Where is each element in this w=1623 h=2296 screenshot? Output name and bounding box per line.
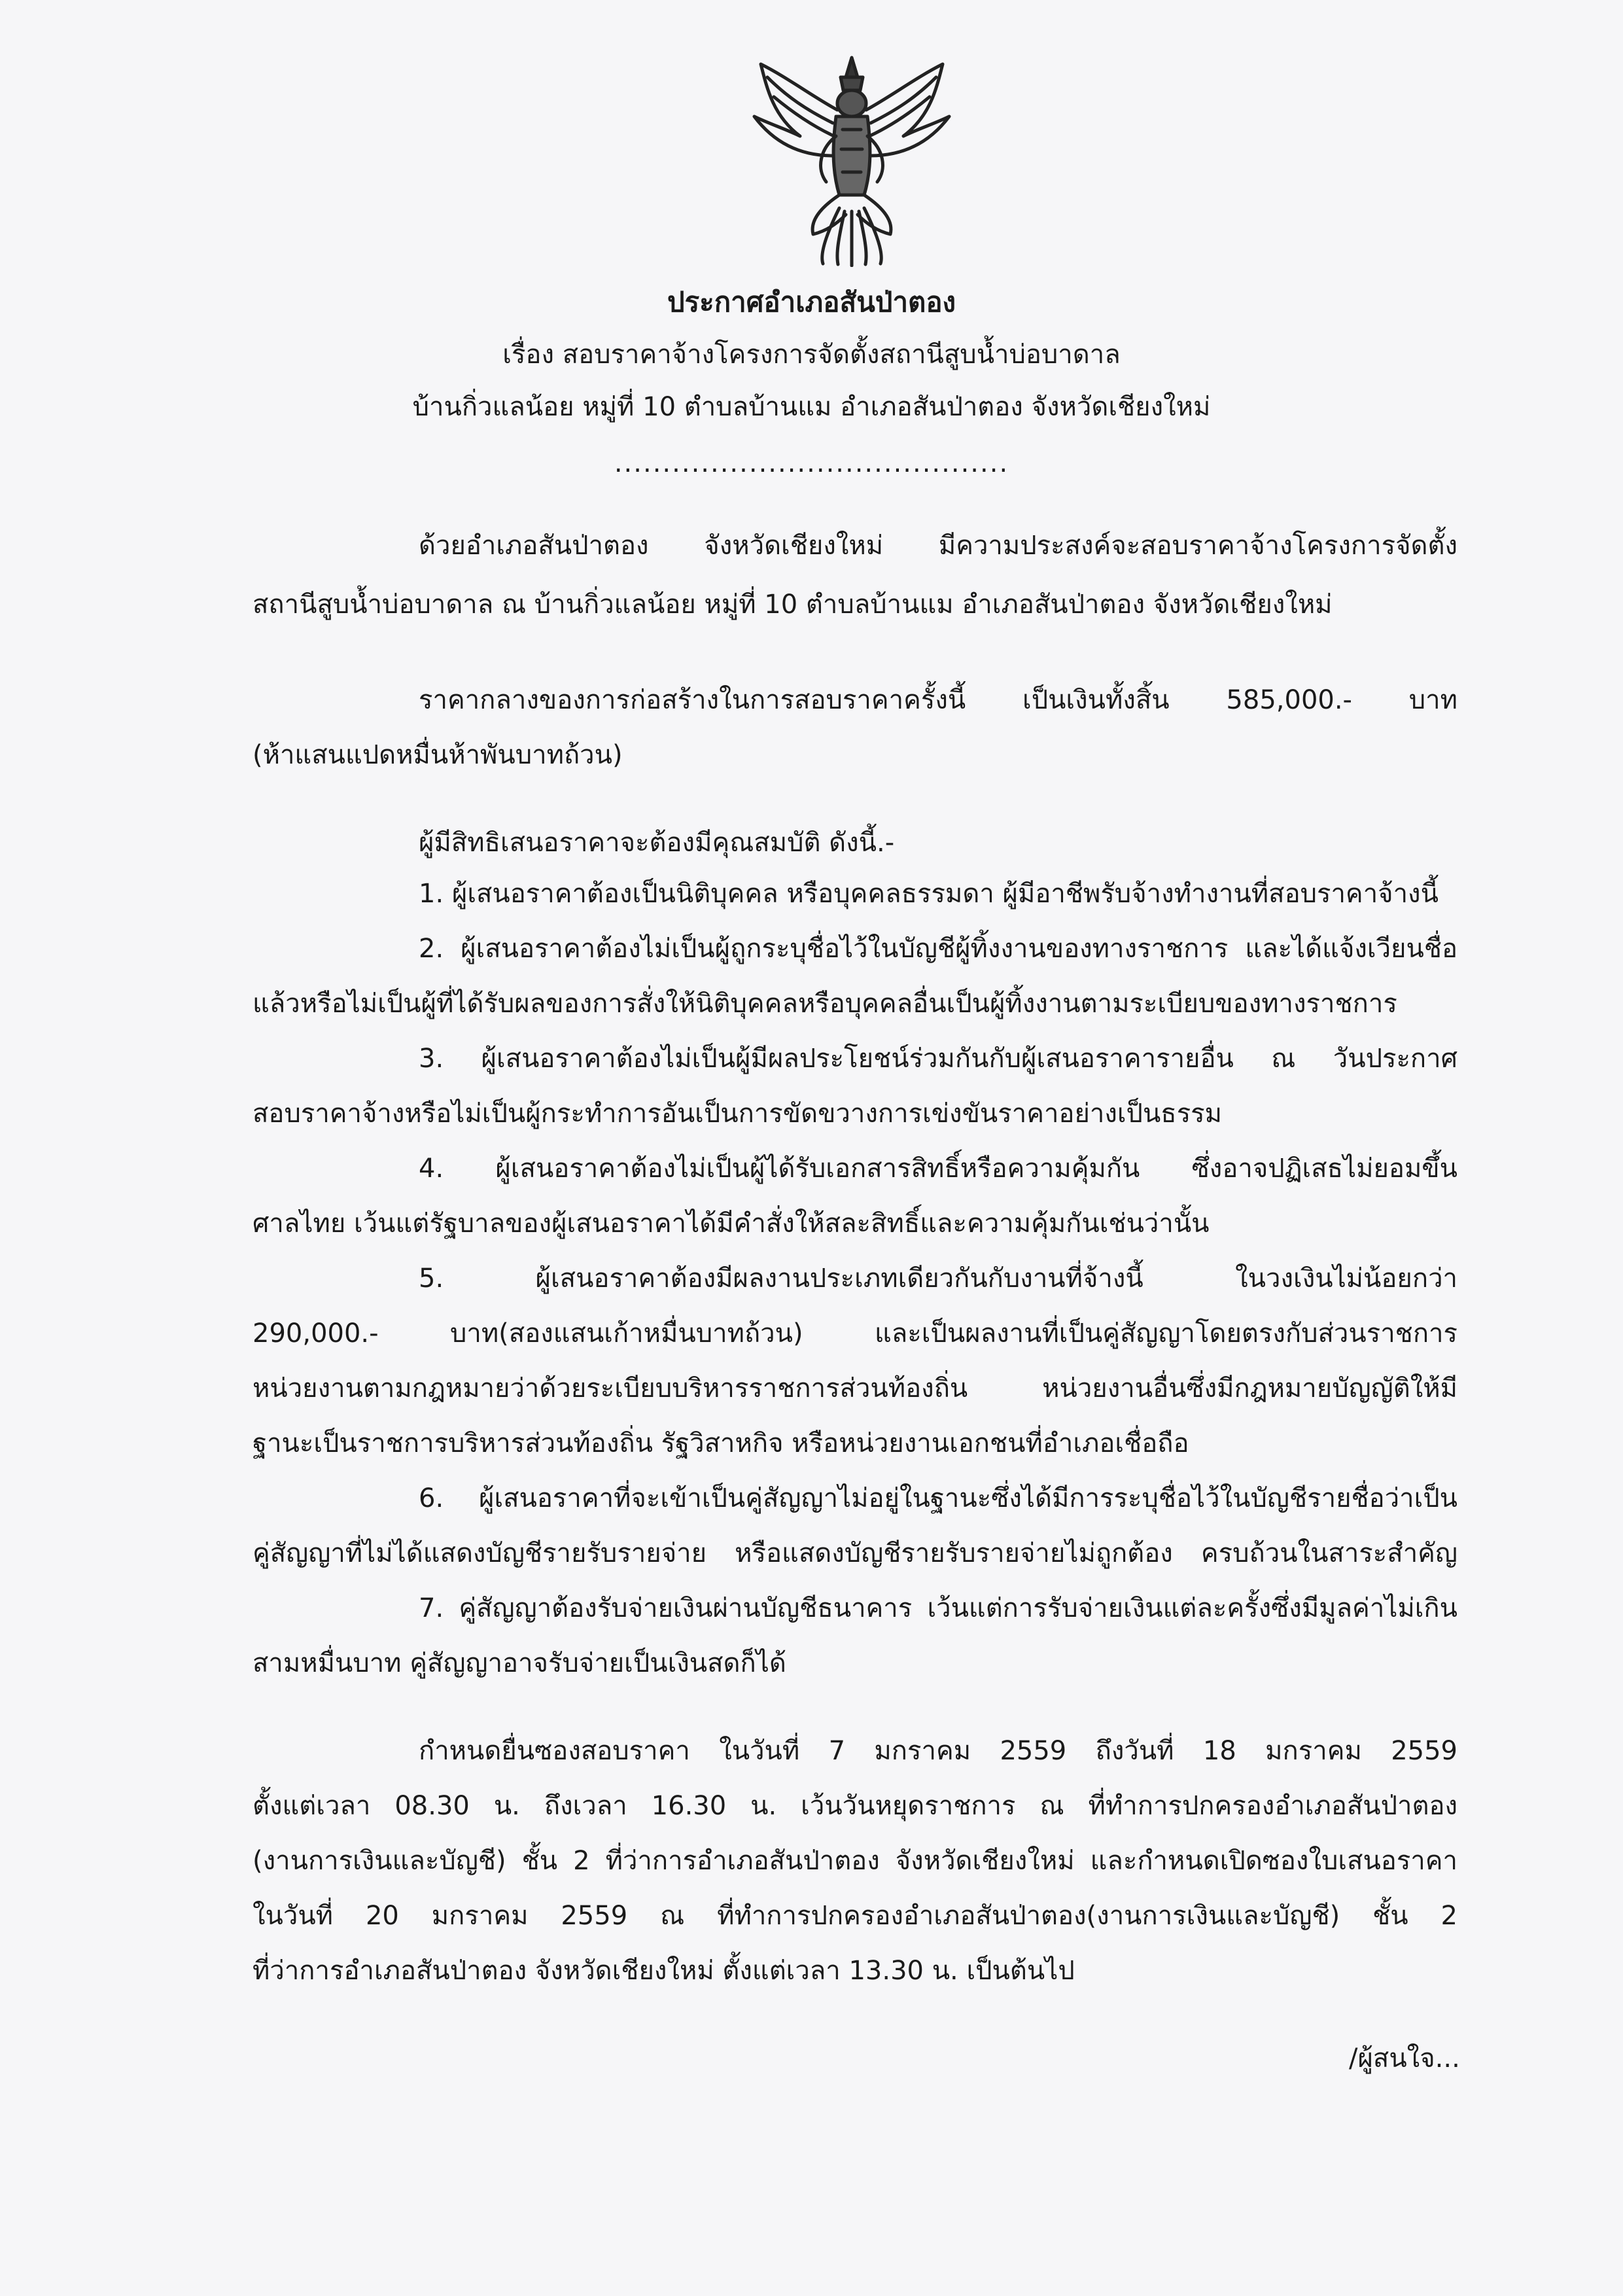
intro-line-1: ด้วยอำเภอสันป่าตอง จังหวัดเชียงใหม่ มีความประสงค์จะสอบราคาจ้างโครงการจัดตั้ง	[419, 531, 1457, 561]
intro-line-2: สถานีสูบน้ำบ่อบาดาล ณ บ้านกิ่วแลน้อย หมู่ที่ 10 ตำบลบ้านแม อำเภอสันป่าตอง จังหวัดเชียงใหม่	[253, 590, 1333, 620]
qualification-5-cont-3: ฐานะเป็นราชการบริหารส่วนท้องถิ่น รัฐวิสาหกิจ หรือหน่วยงานเอกชนที่อำเภอเชื่อถือ	[253, 1428, 1189, 1458]
qualification-4-cont: ศาลไทย เว้นแต่รัฐบาลของผู้เสนอราคาได้มีคำสั่งให้สละสิทธิ์และความคุ้มกันเช่นว่านั้น	[253, 1209, 1210, 1239]
schedule-line-3: (งานการเงินและบัญชี) ชั้น 2 ที่ว่าการอำเภอสันป่าตอง จังหวัดเชียงใหม่ และกำหนดเปิดซองใบเสนอราคา	[253, 1846, 1457, 1876]
schedule-line-5: ที่ว่าการอำเภอสันป่าตอง จังหวัดเชียงใหม่ ตั้งแต่เวลา 13.30 น. เป็นต้นไป	[253, 1956, 1075, 1986]
continuation-marker: /ผู้สนใจ...	[1349, 2043, 1460, 2074]
header-separator: .........................................	[614, 448, 1009, 478]
qualification-2: 2. ผู้เสนอราคาต้องไม่เป็นผู้ถูกระบุชื่อไว้ในบัญชีผู้ทิ้งงานของทางราชการ และได้แจ้งเวียนชื่อ	[419, 934, 1457, 964]
qualification-4: 4. ผู้เสนอราคาต้องไม่เป็นผู้ได้รับเอกสารสิทธิ์หรือความคุ้มกัน ซึ่งอาจปฏิเสธไม่ยอมขึ้น	[419, 1154, 1457, 1184]
schedule-line-4: ในวันที่ 20 มกราคม 2559 ณ ที่ทำการปกครองอำเภอสันป่าตอง(งานการเงินและบัญชี) ชั้น 2	[253, 1901, 1457, 1931]
schedule-line-2: ตั้งแต่เวลา 08.30 น. ถึงเวลา 16.30 น. เว้นวันหยุดราชการ ณ ที่ทำการปกครองอำเภอสันป่าตอง	[253, 1791, 1457, 1821]
document-location: บ้านกิ่วแลน้อย หมู่ที่ 10 ตำบลบ้านแม อำเภอสันป่าตอง จังหวัดเชียงใหม่	[412, 392, 1211, 422]
schedule-line-1: กำหนดยื่นซองสอบราคา ในวันที่ 7 มกราคม 2559 ถึงวันที่ 18 มกราคม 2559	[419, 1736, 1457, 1766]
qualification-5-cont-2: หน่วยงานตามกฎหมายว่าด้วยระเบียบบริหารราชการส่วนท้องถิ่น หน่วยงานอื่นซึ่งมีกฎหมายบัญญัติให้มี	[253, 1373, 1457, 1404]
price-line-2: (ห้าแสนแปดหมื่นห้าพันบาทถ้วน)	[253, 740, 623, 770]
qualification-3: 3. ผู้เสนอราคาต้องไม่เป็นผู้มีผลประโยชน์ร่วมกันกับผู้เสนอราคารายอื่น ณ วันประกาศ	[419, 1044, 1457, 1074]
qualification-7: 7. คู่สัญญาต้องรับจ่ายเงินผ่านบัญชีธนาคาร เว้นแต่การรับจ่ายเงินแต่ละครั้งซึ่งมีมูลค่าไม่เกิน	[419, 1593, 1457, 1623]
qualifications-heading: ผู้มีสิทธิเสนอราคาจะต้องมีคุณสมบัติ ดังนี้.-	[419, 828, 895, 858]
qualification-5: 5. ผู้เสนอราคาต้องมีผลงานประเภทเดียวกันกับงานที่จ้างนี้ ในวงเงินไม่น้อยกว่า	[419, 1263, 1457, 1294]
qualification-1: 1. ผู้เสนอราคาต้องเป็นนิติบุคคล หรือบุคคลธรรมดา ผู้มีอาชีพรับจ้างทำงานที่สอบราคาจ้างนี้	[419, 879, 1439, 909]
qualification-7-cont: สามหมื่นบาท คู่สัญญาอาจรับจ่ายเป็นเงินสดก็ได้	[253, 1648, 786, 1678]
document-title: ประกาศอำเภอสันป่าตอง	[667, 286, 956, 318]
document-subject: เรื่อง สอบราคาจ้างโครงการจัดตั้งสถานีสูบน้ำบ่อบาดาล	[502, 340, 1121, 370]
qualification-2-cont: แล้วหรือไม่เป็นผู้ที่ได้รับผลของการสั่งให้นิติบุคคลหรือบุคคลอื่นเป็นผู้ทิ้งงานตามระเบียบของทางราชการ	[253, 989, 1397, 1019]
garuda-emblem-icon	[748, 51, 956, 267]
qualification-5-cont-1: 290,000.- บาท(สองแสนเก้าหมื่นบาทถ้วน) และเป็นผลงานที่เป็นคู่สัญญาโดยตรงกับส่วนราชการ	[253, 1318, 1457, 1349]
qualification-6-cont: คู่สัญญาที่ไม่ได้แสดงบัญชีรายรับรายจ่าย หรือแสดงบัญชีรายรับรายจ่ายไม่ถูกต้อง ครบถ้วนในสาระสำคัญ	[253, 1538, 1457, 1568]
price-line-1: ราคากลางของการก่อสร้างในการสอบราคาครั้งนี้ เป็นเงินทั้งสิ้น 585,000.- บาท	[419, 685, 1457, 715]
qualification-6: 6. ผู้เสนอราคาที่จะเข้าเป็นคู่สัญญาไม่อยู่ในฐานะซึ่งได้มีการระบุชื่อไว้ในบัญชีรายชื่อว่าเป็น	[419, 1483, 1457, 1513]
qualification-3-cont: สอบราคาจ้างหรือไม่เป็นผู้กระทำการอันเป็นการขัดขวางการเข่งขันราคาอย่างเป็นธรรม	[253, 1099, 1223, 1129]
